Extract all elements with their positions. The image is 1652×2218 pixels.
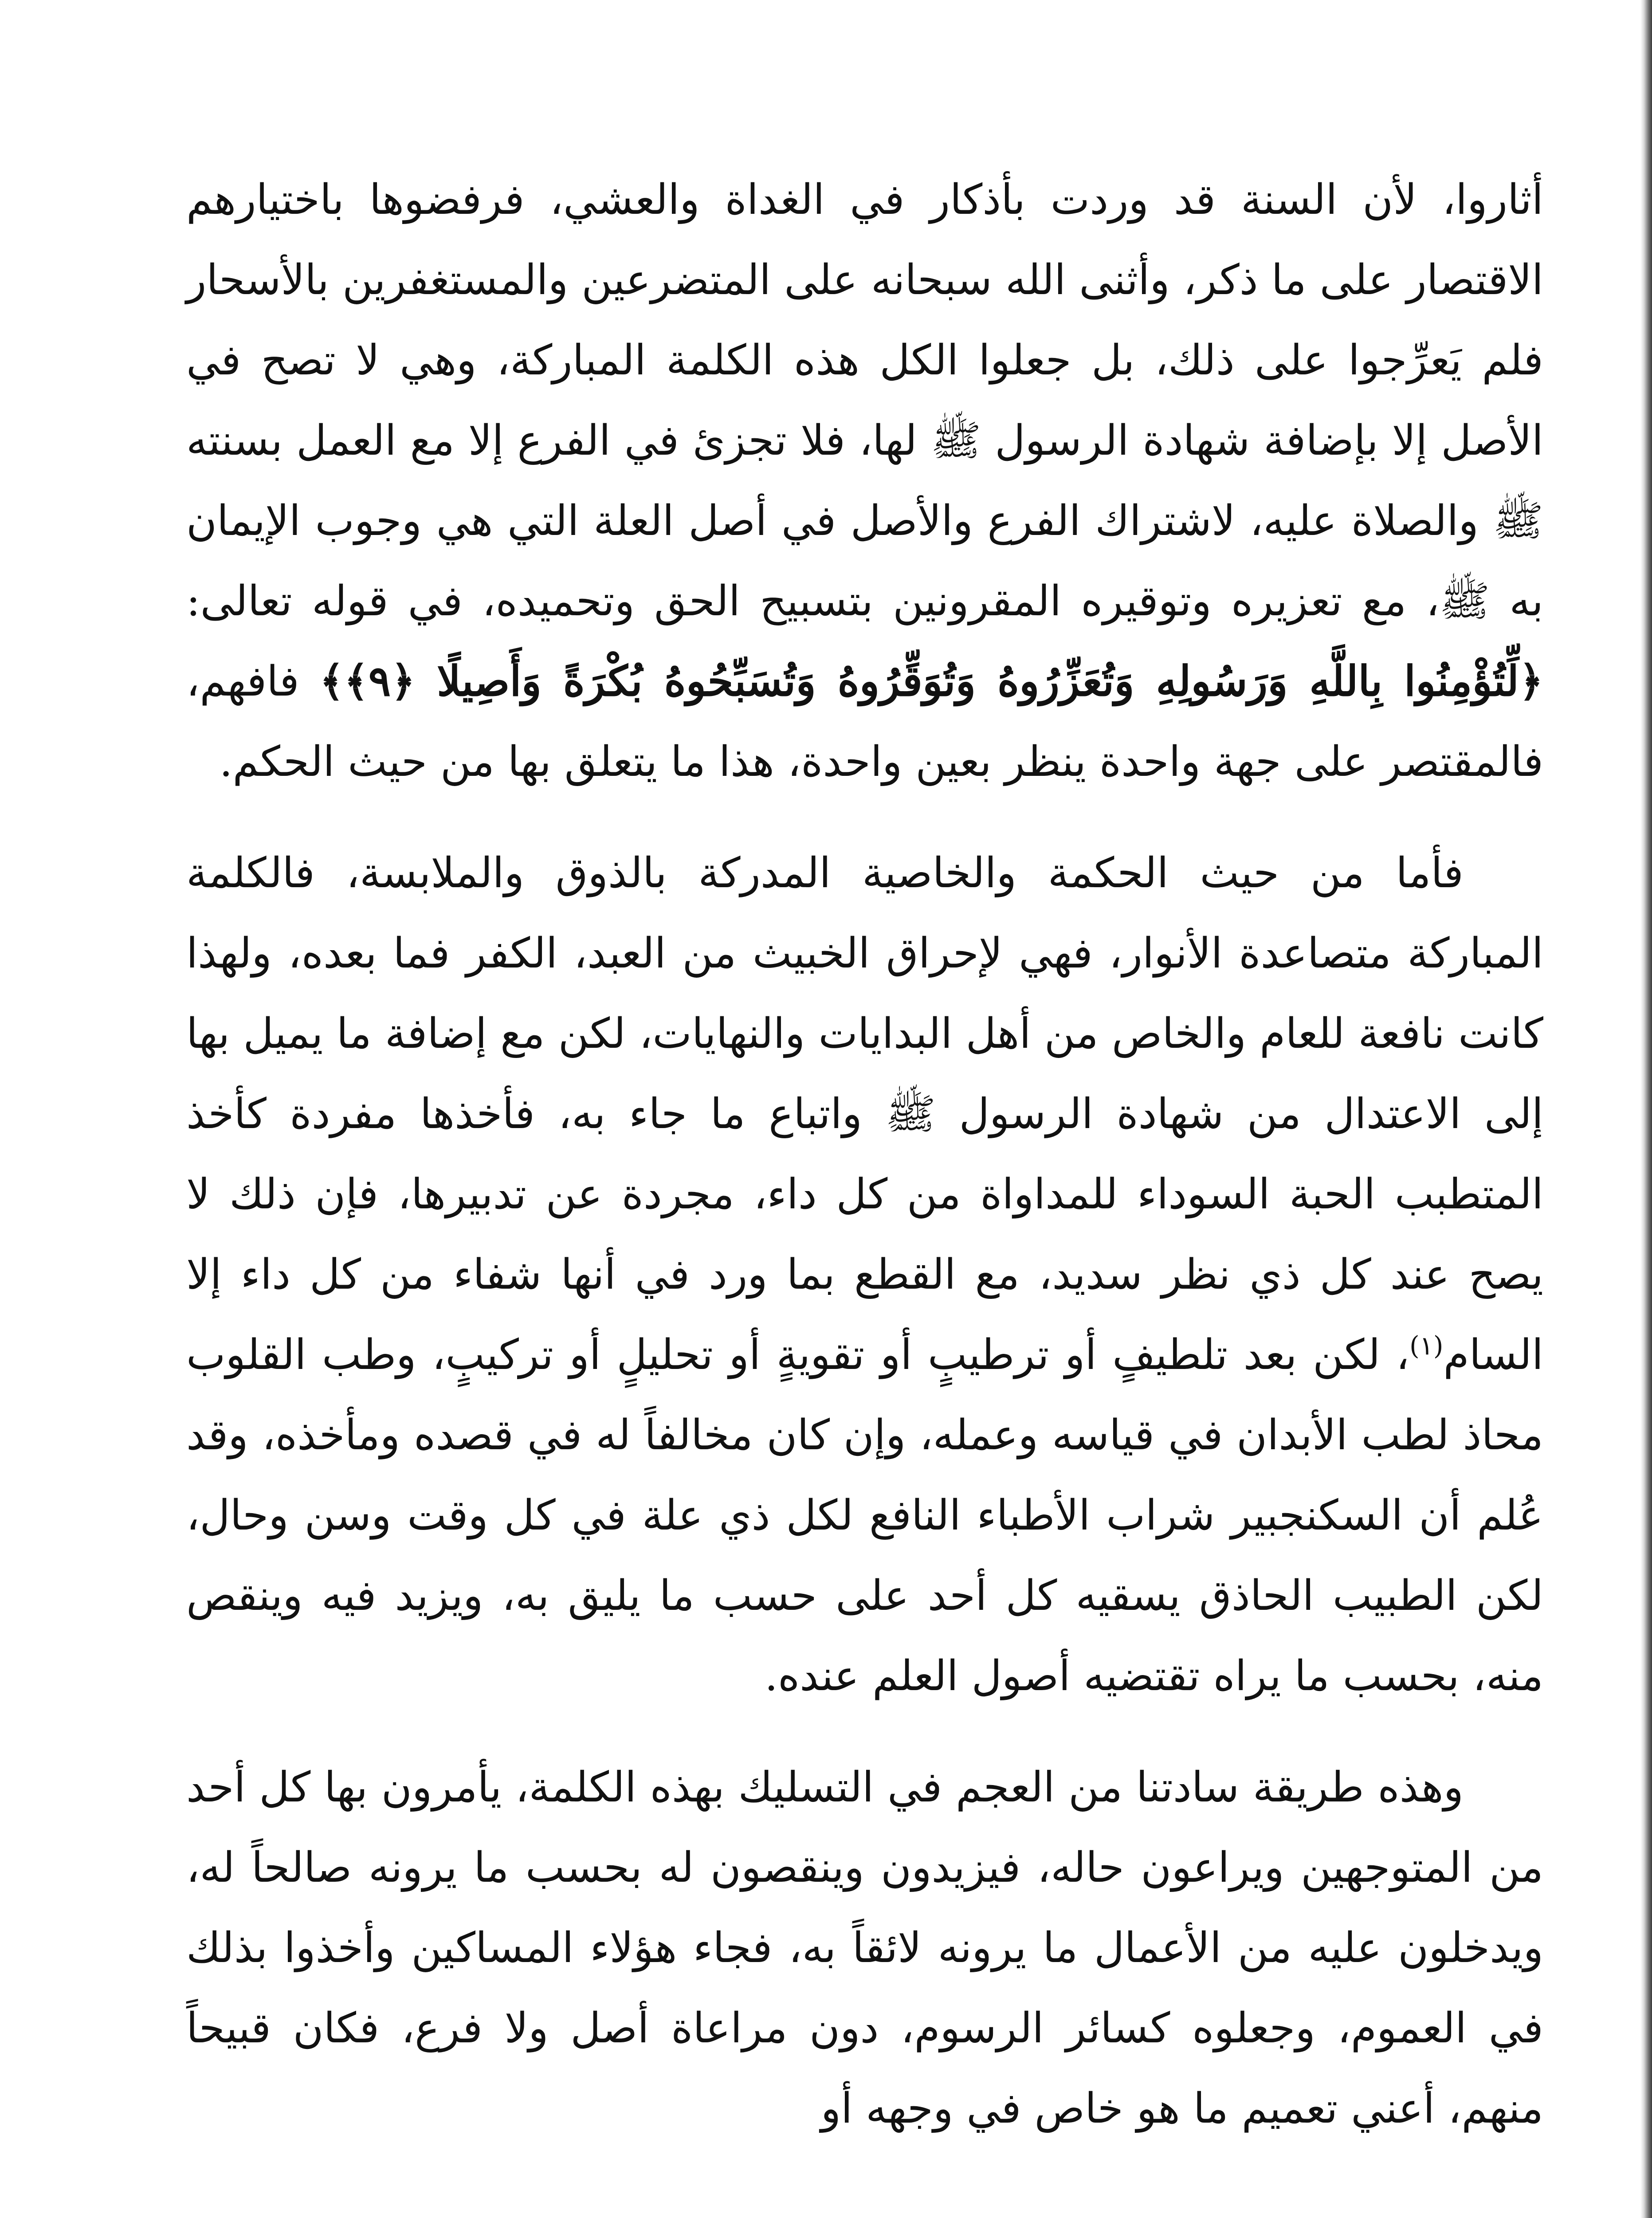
- paragraph-text: فافهم، فالمقتصر على جهة واحدة ينظر بعين واحدة، هذا ما يتعلق بها من حيث الحكم.: [186, 657, 1543, 786]
- paragraph-text: فأما من حيث الحكمة والخاصية المدركة بالذوق والملابسة، فالكلمة المباركة متصاعدة الأنوار، فهي لإحراق الخبيث من العبد، الكفر فما بعده، ولهذا كانت نافعة للعام والخاص من أهل البدايات والنهايات، لكن مع إضافة ما يميل بها إلى الاعتدال من شهادة الرسول ﷺ واتباع ما جاء به، فأخذها مفردة كأخذ المتطبب الحبة السوداء للمداواة من كل داء، مجردة عن تدبيرها، فإن ذلك لا يصح عند كل ذي نظر سديد، مع القطع بما ورد في أنها شفاء من كل داء إلا السام: [186, 849, 1543, 1379]
- paragraph-text: أثاروا، لأن السنة قد وردت بأذكار في الغداة والعشي، فرفضوها باختيارهم الاقتصار على ما ذكر، وأثنى الله سبحانه على المتضرعين والمستغفرين بالأسحار فلم يَعرِّجوا على ذلك، بل جعلوا الكل هذه الكلمة المباركة، وهي لا تصح في الأصل إلا بإضافة شهادة الرسول ﷺ لها، فلا تجزئ في الفرع إلا مع العمل بسنته ﷺ والصلاة عليه، لاشتراك الفرع والأصل في أصل العلة التي هي وجوب الإيمان به ﷺ، مع تعزيره وتوقيره المقرونين بتسبيح الحق وتحميده، في قوله تعالى:: [186, 176, 1543, 625]
- paragraph-1: [186, 160, 1543, 802]
- page-binding-edge: [1640, 0, 1652, 2218]
- quran-verse: ﴿لِّتُؤْمِنُوا بِاللَّهِ وَرَسُولِهِ وَتُعَزِّرُوهُ وَتُوَقِّرُوهُ وَتُسَبِّحُوهُ بُكْرَةً وَأَصِيلًا ﴿٩﴾﴾: [319, 657, 1544, 706]
- main-text-body: [186, 160, 1543, 2149]
- paragraph-3: [186, 1747, 1543, 2149]
- footnote-reference: (١): [1409, 1330, 1444, 1361]
- paragraph-2: [186, 833, 1543, 1716]
- paragraph-text: وهذه طريقة سادتنا من العجم في التسليك بهذه الكلمة، يأمرون بها كل أحد من المتوجهين ويراعون حاله، فيزيدون وينقصون له بحسب ما يرونه صالحاً له، ويدخلون عليه من الأعمال ما يرونه لائقاً به، فجاء هؤلاء المساكين وأخذوا بذلك في العموم، وجعلوه كسائر الرسوم، دون مراعاة أصل ولا فرع، فكان قبيحاً منهم، أعني تعميم ما هو خاص في وجهه أو: [186, 1763, 1543, 2133]
- paragraph-text: ، لكن بعد تلطيفٍ أو ترطيبٍ أو تقويةٍ أو تحليلٍ أو تركيبٍ، وطب القلوب محاذ لطب الأبدان في قياسه وعمله، وإن كان مخالفاً له في قصده ومأخذه، وقد عُلم أن السكنجبير شراب الأطباء النافع لكل ذي علة في كل وقت وسن وحال، لكن الطبيب الحاذق يسقيه كل أحد على حسب ما يليق به، ويزيد فيه وينقص منه، بحسب ما يراه تقتضيه أصول العلم عنده.: [186, 1331, 1543, 1700]
